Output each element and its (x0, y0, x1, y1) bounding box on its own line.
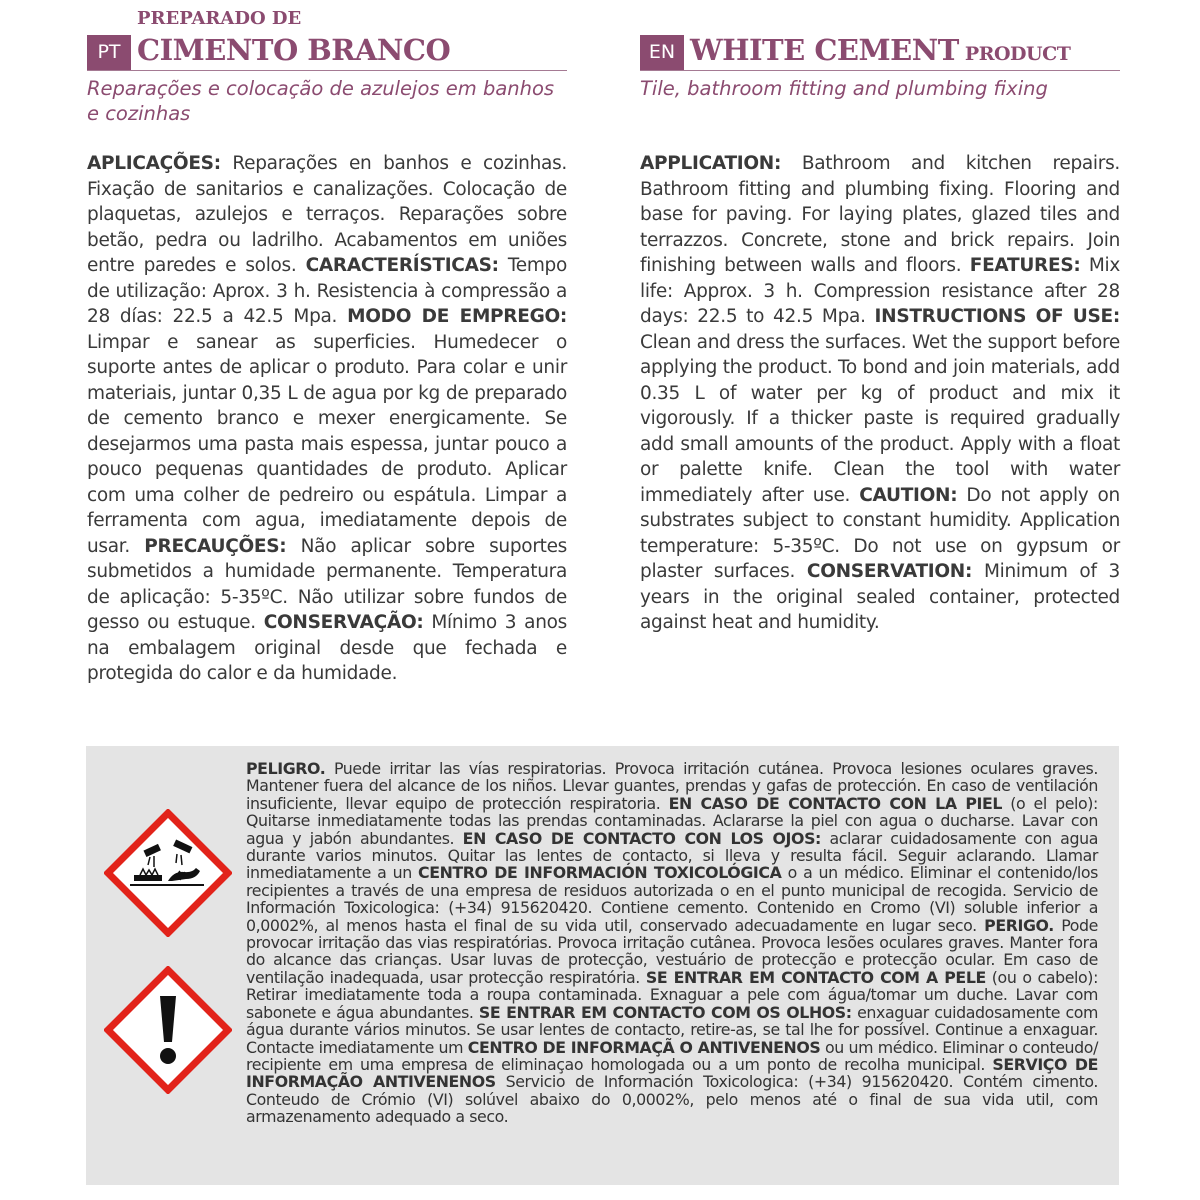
section-text: Limpar e sanear as superficies. Humedecer o suporte antes de aplicar o produto. Para colar e unir materiais, juntar 0,35 L de agua por kg de preparado de cemento branco e mexer energicamente. Se desejarmos uma pasta mais espessa, juntar pouco a pouco pequenas quantidades de produto. Aplicar com uma colher de pedreiro ou espátula. Limpar a ferramenta com agua, imediatamente depois de usar. (87, 331, 567, 557)
section-heading: PELIGRO. (246, 759, 326, 778)
pt-product-title: CIMENTO BRANCO (137, 33, 451, 67)
section-heading: PRECAUÇÕES: (144, 535, 287, 557)
en-product-title (690, 32, 1070, 72)
en-body-text (640, 151, 1120, 636)
section-heading: FEATURES: (969, 255, 1081, 276)
section-text: o a un médico. Eliminar el contenido/los recipientes a través de una empresa de residuos autorizada o en el punto municipal de recogida. Servicio de Información Toxicologica: (+34) 915620420. Contiene cemento. Contenido en Cromo (VI) soluble inferior a 0,0002%, al menos hasta el final de su vida util, conservado adecuadamente en lugar seco. (246, 863, 1099, 935)
pt-pre-title: PREPARADO DE (137, 8, 302, 29)
safety-panel (86, 746, 1119, 1185)
en-title-small: PRODUCT (958, 43, 1071, 65)
en-subtitle: Tile, bathroom fitting and plumbing fixing (640, 77, 1048, 100)
section-text: aclarar cuidadosamente con agua durante varios minutos. Quitar las lentes de contacto, si lleva y resulta fácil. Seguir aclarando. Llamar inmediatamente a un (246, 828, 1098, 883)
section-text: Servicio de Información Toxicologica: (+34) 915620420. Contém cimento. Conteudo de Crómio (VI) solúvel abaixo do 0,0002%, pelo menos até o final de sua vida util, com armazenamento adequado a seco. (246, 1072, 1098, 1127)
section-text: Do not apply on substrates subject to constant humidity. Application temperature: 5-35ºC. Do not use on gypsum or plaster surfaces. (640, 484, 1120, 582)
pt-body-text (87, 151, 567, 687)
section-heading: EN CASO DE CONTACTO CON LA PIEL (668, 793, 1003, 813)
section-heading: SERVIÇO DE INFORMAÇÃO ANTIVENENOS (246, 1054, 1098, 1092)
section-heading: EN CASO DE CONTACTO CON LOS OJOS: (462, 828, 821, 848)
section-text: Não aplicar sobre suportes submetidos a humidade permanente. Temperatura de aplicação: 5-35ºC. Não utilizar sobre fundos de gesso ou estuque. (87, 535, 567, 633)
section-text: (ou o cabelo): Retirar imediatamente toda a roupa contaminada. Exnaguar a pele com água/tomar um duche. Lavar com sabonete e água abundantes. (246, 967, 1098, 1022)
section-text: Mínimo 3 anos na embalagem original desde que fechada e protegida do calor e da humidade. (87, 612, 567, 684)
section-heading: PERIGO. (984, 915, 1054, 935)
pt-language-badge: PT (87, 35, 131, 70)
hazard-statements (246, 760, 1098, 1126)
section-text: enxaguar cuidadosamente com água durante vários minutos. Se usar lentes de contacto, retire-as, se tal lhe for possível. Continue a enxaguar. Contacte imediatamente um (246, 1002, 1099, 1057)
section-heading: APPLICATION: (640, 153, 782, 174)
section-text: Reparações en banhos e cozinhas. Fixação de sanitarios e canalizações. Colocação de plaquetas, azulejos e terraços. Reparações sobre betão, pedra ou ladrilho. Acabamentos em uniões entre paredes e solos. (87, 153, 567, 276)
exclamation-icon (104, 966, 232, 1094)
section-heading: SE ENTRAR EM CONTACTO COM OS OLHOS: (478, 1002, 852, 1022)
section-text: ou um médico. Eliminar o conteudo/ recipiente em uma empresa de eliminaçao homologada ou a um ponto de recolha municipal. (246, 1037, 1098, 1074)
section-heading: APLICAÇÕES: (87, 153, 221, 174)
section-heading: CAUTION: (859, 484, 958, 506)
section-text: Clean and dress the surfaces. Wet the support before applying the product. To bond and join materials, add 0.35 L of water per kg of product and mix it vigorously. If a thicker paste is required gradually add small amounts of the product. Apply with a float or palette knife. Clean the tool with water immediately after use. (640, 331, 1120, 506)
en-title-main: WHITE CEMENT (690, 33, 959, 67)
section-heading: INSTRUCTIONS OF USE: (874, 306, 1120, 327)
section-text: Mix life: Approx. 3 h. Compression resistance after 28 days: 22.5 to 42.5 Mpa. (640, 255, 1120, 327)
section-text: Bathroom and kitchen repairs. Bathroom fitting and plumbing fixing. Flooring and base for paving. For laying plates, glazed tiles and terrazzos. Concrete, stone and brick repairs. Join finishing between walls and floors. (640, 153, 1120, 276)
section-text: Pode provocar irritação das vias respiratórias. Provoca irritação cutânea. Provoca lesões oculares graves. Manter fora do alcance das crianças. Usar luvas de protecção, vestuário de protecção e protecção ocular. Em caso de ventilação inadequada, usar protecção respiratória. (246, 915, 1098, 987)
section-text: (o el pelo): Quitarse inmediatamente todas las prendas contaminadas. Aclararse la piel con agua o ducharse. Lavar con agua y jabón abundantes. (246, 793, 1098, 848)
section-heading: CENTRO DE INFORMACIÓN TOXICOLÓGICA (418, 863, 782, 883)
section-text: Puede irritar las vías respiratorias. Provoca irritación cutánea. Provoca lesiones oculares graves. Mantener fuera del alcance de los niños. Llevar guantes, prendas y gafas de protección. En caso de ventilación insuficiente, llevar equipo de protección respiratoria. (246, 759, 1098, 813)
section-text: Minimum of 3 years in the original sealed container, protected against heat and humidity. (640, 561, 1120, 633)
section-heading: MODO DE EMPREGO: (347, 306, 568, 327)
section-heading: CONSERVATION: (806, 561, 973, 582)
section-heading: CENTRO DE INFORMAÇÃ O ANTIVENENOS (467, 1037, 821, 1057)
en-title-row (640, 32, 1120, 71)
section-text: Tempo de utilização: Aprox. 3 h. Resistencia à compressão a 28 días: 22.5 a 42.5 Mpa. (87, 255, 568, 327)
section-heading: CARACTERÍSTICAS: (305, 255, 499, 276)
section-heading: CONSERVAÇÃO: (263, 612, 424, 633)
pt-subtitle: Reparações e colocação de azulejos em banhos e cozinhas (87, 77, 555, 125)
corrosion-icon (104, 809, 232, 937)
en-language-badge: EN (640, 35, 684, 70)
section-heading: SE ENTRAR EM CONTACTO COM A PELE (645, 967, 986, 987)
pt-title-row (87, 32, 567, 71)
